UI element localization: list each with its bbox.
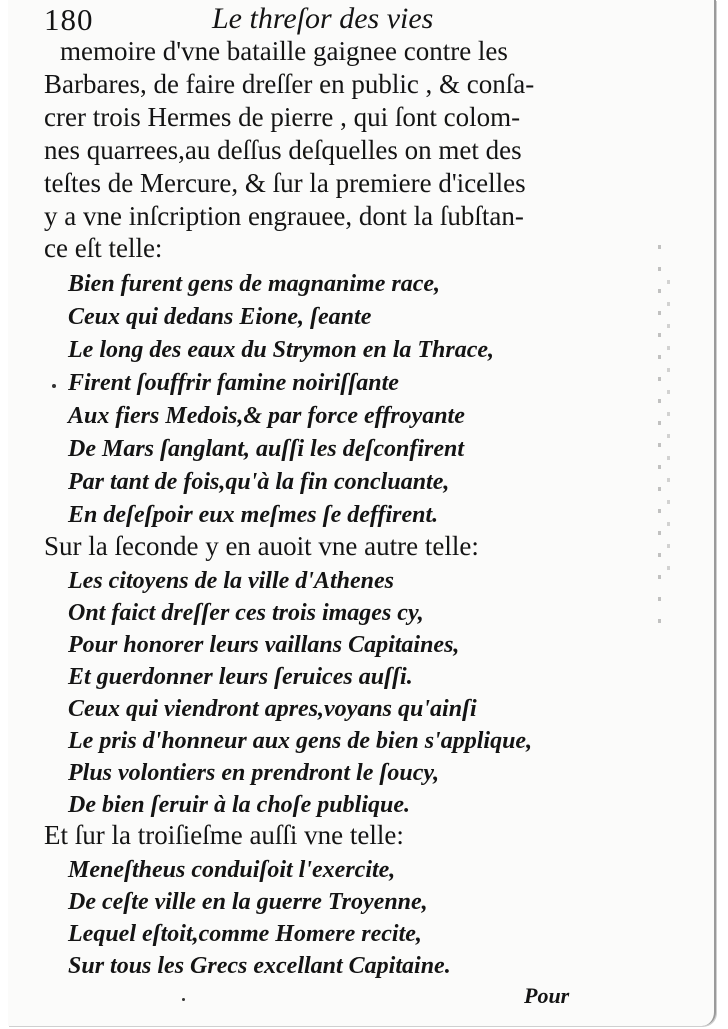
- gutter-bleed-marks-secondary: [667, 280, 670, 580]
- verse-line: Ont faict dreſſer ces trois images cy,: [68, 600, 424, 626]
- prose-line: nes quarrees,au deſſus deſquelles on met des: [44, 135, 522, 165]
- prose-line: teſtes de Mercure, & ſur la premiere d'icelles: [44, 168, 526, 198]
- gutter-bleed-marks: [658, 245, 661, 625]
- verse-line: De Mars ſanglant, auſſi les deſconfirent: [68, 436, 464, 462]
- verse-line: Sur tous les Grecs excellant Capitaine.: [68, 953, 451, 979]
- verse-line: Lequel eſtoit,comme Homere recite,: [68, 921, 422, 947]
- ink-speck: [52, 384, 56, 388]
- verse-line: Par tant de fois,qu'à la fin concluante,: [68, 469, 450, 495]
- verse-line: Aux fiers Medois,& par force effroyante: [68, 403, 465, 429]
- verse-line: Ceux qui dedans Eione, ſeante: [68, 304, 372, 330]
- verse-line: Le long des eaux du Strymon en la Thrace,: [68, 337, 495, 363]
- verse-line: Le pris d'honneur aux gens de bien s'applique,: [68, 728, 533, 754]
- prose-line: y a vne inſcription engrauee, dont la ſubſtan-: [44, 201, 524, 231]
- page-header: [44, 0, 604, 40]
- running-title: Le threſor des vies: [212, 2, 434, 35]
- prose-line: Barbares, de faire dreſſer en public , & conſa-: [44, 69, 535, 99]
- prose-line: memoire d'vne bataille gaignee contre les: [60, 36, 508, 66]
- catchword: Pour: [524, 983, 570, 1008]
- verse-line: Plus volontiers en prendront le ſoucy,: [68, 760, 440, 786]
- book-page: [8, 0, 716, 1026]
- verse-line: Bien furent gens de magnanime race,: [68, 271, 441, 297]
- verse-line: Meneſtheus conduiſoit l'exercite,: [68, 857, 396, 883]
- ink-speck: [182, 998, 185, 1001]
- verse-line: Ceux qui viendront apres,voyans qu'ainſi: [68, 696, 477, 722]
- prose-line: ce eſt telle:: [44, 233, 163, 263]
- prose-line: Et ſur la troiſieſme auſſi vne telle:: [44, 820, 404, 850]
- page-number: 180: [44, 2, 94, 37]
- verse-line: En deſeſpoir eux meſmes ſe deffirent.: [68, 502, 439, 528]
- verse-line: Les citoyens de la ville d'Athenes: [68, 568, 394, 594]
- verse-line: Firent ſouffrir famine noiriſſante: [68, 370, 399, 396]
- verse-line: Pour honorer leurs vaillans Capitaines,: [68, 632, 460, 658]
- prose-line: crer trois Hermes de pierre , qui ſont colom-: [44, 102, 521, 132]
- verse-line: De bien ſeruir à la choſe publique.: [68, 792, 410, 818]
- verse-line: Et guerdonner leurs ſeruices auſſi.: [68, 664, 413, 690]
- verse-line: De ceſte ville en la guerre Troyenne,: [68, 889, 428, 915]
- prose-line: Sur la ſeconde y en auoit vne autre telle:: [44, 531, 479, 561]
